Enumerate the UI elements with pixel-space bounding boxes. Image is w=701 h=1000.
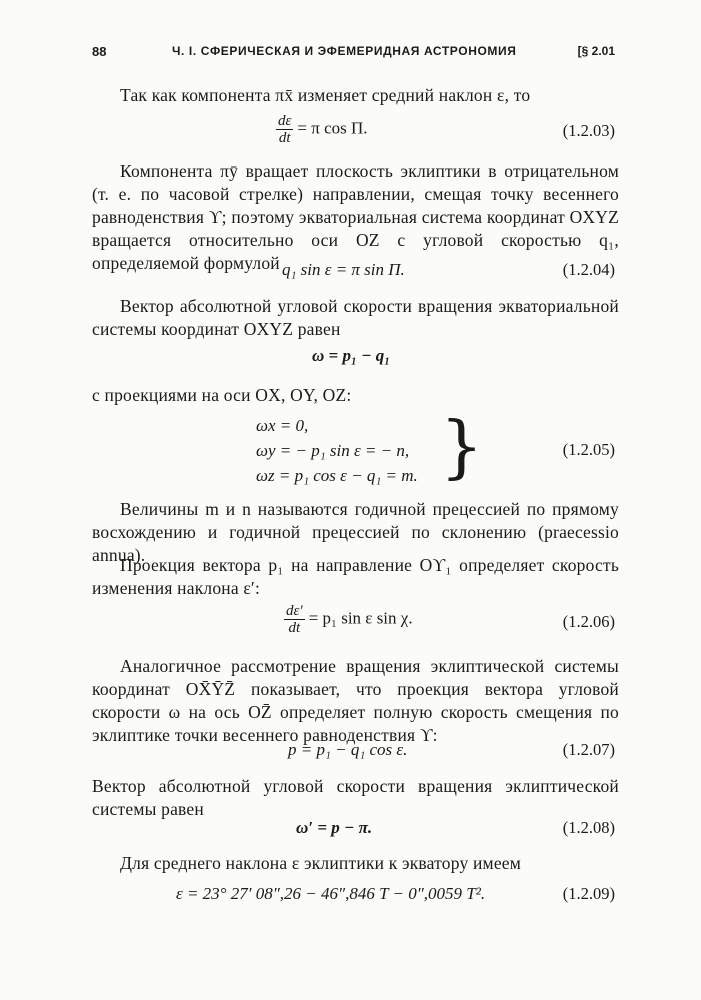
equation-1-2-06: $\frac{d\varepsilon'}{dt}$ = p₁ sin ε sin χ. bbox=[286, 603, 413, 636]
paragraph-2: Компонента πȳ вращает плоскость эклиптики в отрицательном (т. е. по часовой стрелке) направлении, смещая точку весеннего равноденствия ϒ; поэтому экваториальная система координат OXYZ вращается относительно оси OZ с угловой скоростью q₁, определяемой формулой bbox=[92, 161, 619, 273]
section-marker: [§ 2.01 bbox=[577, 44, 615, 58]
page-number: 88 bbox=[92, 44, 107, 59]
equation-label: (1.2.04) bbox=[562, 260, 615, 279]
paragraph-7: Аналогичное рассмотрение вращения эклиптической системы координат OX̄ȲZ̄ показывает, что проекция вектора угловой скорости ω на ось OZ̄ определяет полную скорость смещения по эклиптике точки весеннего равноденствия ϒ: bbox=[92, 656, 619, 745]
equation-1-2-05-line3: ωz = p₁ cos ε − q₁ = m. bbox=[256, 466, 418, 485]
equation-label: (1.2.06) bbox=[562, 612, 615, 631]
equation-label: (1.2.07) bbox=[562, 740, 615, 759]
equation-1-2-05-line2: ωy = − p₁ sin ε = − n, bbox=[256, 441, 410, 460]
running-title: Ч. I. СФЕРИЧЕСКАЯ И ЭФЕМЕРИДНАЯ АСТРОНОМИЯ bbox=[172, 44, 517, 58]
paragraph-5: Величины m и n называются годичной прецессией по прямому восхождению и годичной прецессией по склонению (praecessio annua). bbox=[92, 499, 619, 565]
paragraph-8: Вектор абсолютной угловой скорости вращения эклиптической системы равен bbox=[92, 776, 619, 819]
equation-1-2-08: ω′ = p − π. bbox=[296, 818, 373, 837]
equation-1-2-04: q₁ sin ε = π sin Π. bbox=[282, 260, 405, 279]
equation-1-2-07: p = p₁ − q₁ cos ε. bbox=[288, 740, 408, 759]
equation-label: (1.2.03) bbox=[562, 121, 615, 140]
equation-label: (1.2.08) bbox=[562, 818, 615, 837]
equation-omega: ω = p₁ − q₁ bbox=[312, 346, 391, 365]
page-header bbox=[92, 44, 615, 64]
fraction: $\frac{d\varepsilon}{dt}$ bbox=[278, 113, 292, 146]
equation-1-2-09: ε = 23° 27′ 08″,26 − 46″,846 T − 0″,0059 T². bbox=[176, 884, 486, 903]
paragraph-4: с проекциями на оси OX, OY, OZ: bbox=[92, 385, 352, 405]
paragraph-9: Для среднего наклона ε эклиптики к экватору имеем bbox=[120, 853, 522, 873]
paragraph-1: Так как компонента πx̄ изменяет средний наклон ε, то bbox=[120, 85, 531, 105]
equation-1-2-05-line1: ωx = 0, bbox=[256, 416, 309, 435]
equation-label: (1.2.05) bbox=[562, 440, 615, 459]
fraction: $\frac{d\varepsilon'}{dt}$ bbox=[286, 603, 303, 636]
equation-label: (1.2.09) bbox=[562, 884, 615, 903]
brace-symbol: } bbox=[440, 408, 484, 487]
paragraph-6: Проекция вектора p₁ на направление Oϒ₁ определяет скорость изменения наклона ε′: bbox=[92, 555, 619, 598]
equation-1-2-03: $\frac{d\varepsilon}{dt}$ = π cos Π. bbox=[278, 113, 368, 146]
paragraph-3: Вектор абсолютной угловой скорости вращения экваториальной системы координат OXYZ равен bbox=[92, 296, 619, 339]
